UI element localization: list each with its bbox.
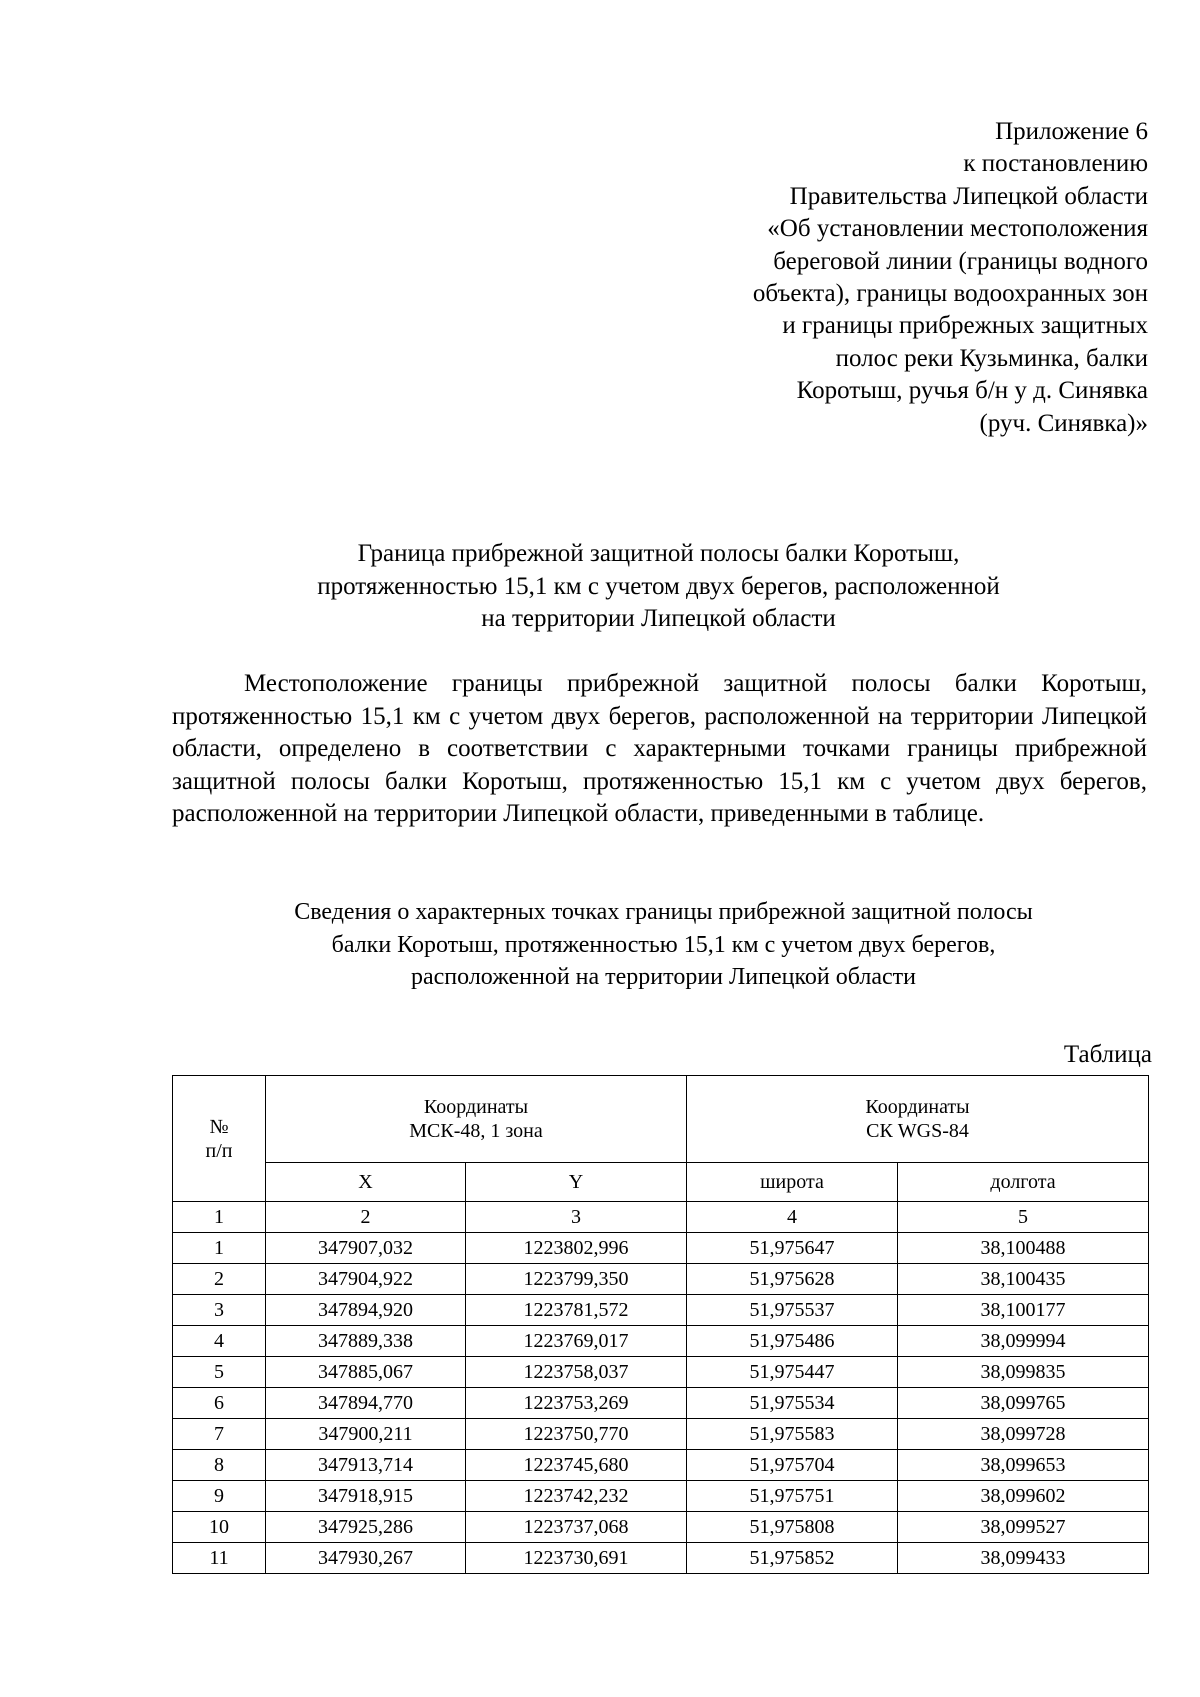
body-paragraph: Местоположение границы прибрежной защитной полосы балки Коротыш, протяженностью 15,1 км с учетом двух берегов, расположенной на территории Липецкой области, определено в соответствии с характерными точками границы прибрежной защитной полосы балки Коротыш, протяженностью 15,1 км с учетом двух берегов, расположенной на территории Липецкой области, приведенными в таблице. — [172, 670, 1147, 827]
cell-num: 8 — [173, 1450, 266, 1481]
header-wgs-line2: СК WGS-84 — [866, 1120, 969, 1142]
cell-lon: 38,099728 — [898, 1419, 1149, 1450]
cell-lat: 51,975852 — [687, 1543, 898, 1574]
table-row — [173, 1295, 1149, 1326]
cell-y: 1223781,572 — [466, 1295, 687, 1326]
appendix-line: объекта), границы водоохранных зон — [752, 280, 1148, 308]
section-title — [170, 538, 1147, 636]
appendix-line: Приложение 6 — [995, 118, 1148, 145]
cell-x: 347913,714 — [266, 1450, 466, 1481]
table-row — [173, 1543, 1149, 1574]
cell-lat: 51,975628 — [687, 1264, 898, 1295]
cell-y: 1223745,680 — [466, 1450, 687, 1481]
header-msk-line1: Координаты — [423, 1096, 529, 1118]
column-number: 3 — [466, 1202, 687, 1233]
cell-lon: 38,099527 — [898, 1512, 1149, 1543]
cell-lat: 51,975751 — [687, 1481, 898, 1512]
table-row — [173, 1357, 1149, 1388]
cell-y: 1223799,350 — [466, 1264, 687, 1295]
cell-lat: 51,975808 — [687, 1512, 898, 1543]
table-row — [173, 1264, 1149, 1295]
cell-num: 4 — [173, 1326, 266, 1357]
header-wgs-line1: Координаты — [865, 1096, 970, 1118]
table-row — [173, 1233, 1149, 1264]
cell-num: 1 — [173, 1233, 266, 1264]
header-msk-line2: МСК-48, 1 зона — [409, 1120, 543, 1142]
column-number: 2 — [266, 1202, 466, 1233]
cell-x: 347904,922 — [266, 1264, 466, 1295]
cell-lon: 38,100435 — [898, 1264, 1149, 1295]
cell-lon: 38,100488 — [898, 1233, 1149, 1264]
header-num — [173, 1076, 266, 1202]
cell-lat: 51,975704 — [687, 1450, 898, 1481]
cell-lat: 51,975447 — [687, 1357, 898, 1388]
cell-lon: 38,099602 — [898, 1481, 1149, 1512]
appendix-line: Коротыш, ручья б/н у д. Синявка — [796, 377, 1148, 405]
cell-x: 347900,211 — [266, 1419, 466, 1450]
table-row — [173, 1326, 1149, 1357]
appendix-line: береговой линии (границы водного — [773, 247, 1148, 275]
appendix-line: (руч. Синявка)» — [979, 409, 1148, 437]
header-num-line1: № — [209, 1115, 229, 1138]
cell-lon: 38,099433 — [898, 1543, 1149, 1574]
cell-y: 1223758,037 — [466, 1357, 687, 1388]
coordinates-table — [172, 1075, 1149, 1574]
cell-y: 1223769,017 — [466, 1326, 687, 1357]
appendix-line: «Об установлении местоположения — [767, 215, 1148, 243]
cell-x: 347889,338 — [266, 1326, 466, 1357]
cell-num: 6 — [173, 1388, 266, 1419]
column-number: 4 — [687, 1202, 898, 1233]
table-caption — [170, 896, 1157, 994]
appendix-heading — [588, 116, 1148, 440]
section-title-line: на территории Липецкой области — [481, 605, 836, 632]
table-caption-line: Сведения о характерных точках границы прибрежной защитной полосы — [294, 899, 1033, 925]
section-title-line: протяженностью 15,1 км с учетом двух берегов, расположенной — [317, 572, 1000, 600]
table-label: Таблица — [1063, 1041, 1152, 1068]
column-number: 1 — [173, 1202, 266, 1233]
table-caption-line: расположенной на территории Липецкой области — [411, 964, 916, 990]
cell-y: 1223730,691 — [466, 1543, 687, 1574]
cell-num: 2 — [173, 1264, 266, 1295]
cell-y: 1223750,770 — [466, 1419, 687, 1450]
cell-x: 347925,286 — [266, 1512, 466, 1543]
cell-x: 347885,067 — [266, 1357, 466, 1388]
header-lon: долгота — [898, 1163, 1149, 1202]
column-number: 5 — [898, 1202, 1149, 1233]
cell-y: 1223802,996 — [466, 1233, 687, 1264]
cell-lon: 38,100177 — [898, 1295, 1149, 1326]
table-row — [173, 1419, 1149, 1450]
cell-num: 3 — [173, 1295, 266, 1326]
header-lat: широта — [687, 1163, 898, 1202]
table-row — [173, 1388, 1149, 1419]
cell-y: 1223753,269 — [466, 1388, 687, 1419]
header-msk — [266, 1076, 687, 1163]
cell-x: 347907,032 — [266, 1233, 466, 1264]
cell-num: 5 — [173, 1357, 266, 1388]
cell-x: 347930,267 — [266, 1543, 466, 1574]
section-title-line: Граница прибрежной защитной полосы балки Коротыш, — [357, 540, 960, 567]
table-row — [173, 1481, 1149, 1512]
cell-lat: 51,975583 — [687, 1419, 898, 1450]
cell-lat: 51,975486 — [687, 1326, 898, 1357]
cell-y: 1223742,232 — [466, 1481, 687, 1512]
cell-num: 9 — [173, 1481, 266, 1512]
cell-lat: 51,975534 — [687, 1388, 898, 1419]
header-num-line2: п/п — [205, 1139, 233, 1162]
cell-num: 7 — [173, 1419, 266, 1450]
cell-lat: 51,975647 — [687, 1233, 898, 1264]
appendix-line: к постановлению — [963, 150, 1148, 178]
cell-num: 11 — [173, 1543, 266, 1574]
cell-x: 347894,770 — [266, 1388, 466, 1419]
table-row — [173, 1450, 1149, 1481]
cell-lon: 38,099835 — [898, 1357, 1149, 1388]
cell-x: 347894,920 — [266, 1295, 466, 1326]
appendix-line: и границы прибрежных защитных — [782, 312, 1148, 340]
cell-x: 347918,915 — [266, 1481, 466, 1512]
table-row — [173, 1512, 1149, 1543]
header-x: X — [266, 1163, 466, 1202]
cell-y: 1223737,068 — [466, 1512, 687, 1543]
header-y: Y — [466, 1163, 687, 1202]
cell-num: 10 — [173, 1512, 266, 1543]
cell-lon: 38,099653 — [898, 1450, 1149, 1481]
table-caption-line: балки Коротыш, протяженностью 15,1 км с учетом двух берегов, — [331, 931, 996, 958]
cell-lon: 38,099765 — [898, 1388, 1149, 1419]
appendix-line: полос реки Кузьминка, балки — [835, 344, 1148, 372]
header-wgs — [687, 1076, 1149, 1163]
appendix-line: Правительства Липецкой области — [789, 182, 1148, 210]
cell-lon: 38,099994 — [898, 1326, 1149, 1357]
cell-lat: 51,975537 — [687, 1295, 898, 1326]
